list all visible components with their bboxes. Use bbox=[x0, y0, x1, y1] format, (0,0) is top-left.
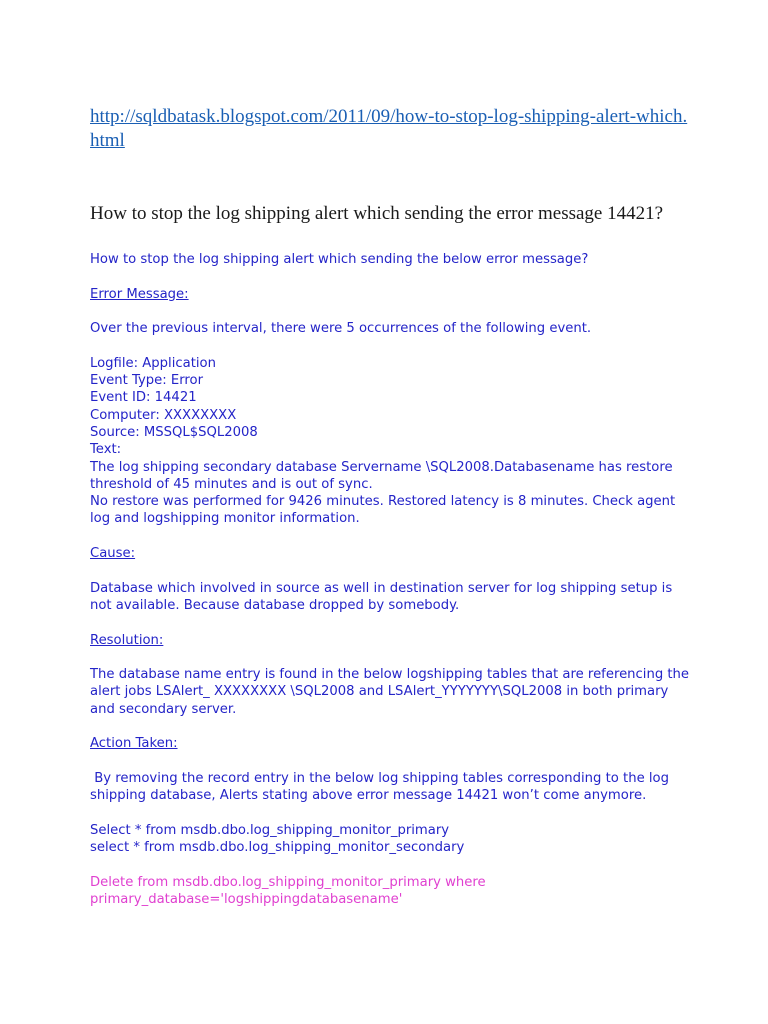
article-body bbox=[90, 251, 690, 908]
event-type: Event Type: Error bbox=[90, 373, 204, 389]
select-primary-query: Select * from msdb.dbo.log_shipping_monitor_primary bbox=[90, 822, 450, 838]
event-text-line-1: The log shipping secondary database Servername \SQL2008.Databasename has restore threshold of 45 minutes and is out of sync. bbox=[90, 459, 673, 492]
delete-query: Delete from msdb.dbo.log_shipping_monitor_primary where primary_database='logshippingdatabasename' bbox=[90, 874, 486, 907]
resolution-text: The database name entry is found in the below logshipping tables that are referencing the alert jobs LSAlert_ XXXXXXXX \SQL2008 and LSAlert_YYYYYYY\SQL2008 in both primary and secondary server. bbox=[90, 667, 690, 717]
select-secondary-query: select * from msdb.dbo.log_shipping_monitor_secondary bbox=[90, 840, 465, 856]
event-text-line-2: No restore was performed for 9426 minutes. Restored latency is 8 minutes. Check agent log and logshipping monitor information. bbox=[90, 494, 676, 527]
page-title: How to stop the log shipping alert which sending the error message 14421? bbox=[90, 203, 664, 224]
intro-text: How to stop the log shipping alert which sending the below error message? bbox=[90, 252, 589, 267]
error-message-heading: Error Message: bbox=[90, 286, 189, 302]
event-id: Event ID: 14421 bbox=[90, 390, 197, 406]
event-source: Source: MSSQL$SQL2008 bbox=[90, 424, 258, 440]
event-logfile: Logfile: Application bbox=[90, 355, 216, 371]
event-computer: Computer: XXXXXXXX bbox=[90, 407, 237, 423]
source-url-link[interactable]: http://sqldbatask.blogspot.com/2011/09/how-to-stop-log-shipping-alert-which.html bbox=[90, 106, 688, 151]
resolution-heading: Resolution: bbox=[90, 632, 164, 648]
action-taken-heading: Action Taken: bbox=[90, 736, 178, 752]
cause-heading: Cause: bbox=[90, 546, 136, 562]
error-summary-text: Over the previous interval, there were 5 occurrences of the following event. bbox=[90, 321, 592, 337]
cause-text: Database which involved in source as well in destination server for log shipping setup is not available. Because database dropped by somebody. bbox=[90, 580, 673, 613]
event-text-label: Text: bbox=[90, 442, 122, 458]
action-taken-text: By removing the record entry in the below log shipping tables corresponding to the log shipping database, Alerts stating above error message 14421 won’t come anymore. bbox=[90, 770, 674, 804]
